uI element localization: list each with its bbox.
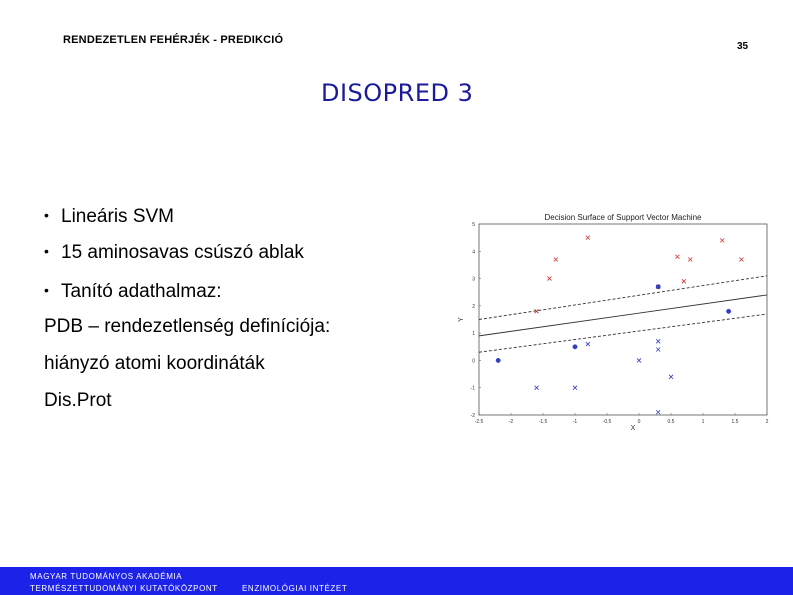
x-tick-label: 0.5 xyxy=(667,419,675,425)
bullet-item xyxy=(44,238,304,266)
footer-bar xyxy=(0,567,793,595)
y-tick-label: -1 xyxy=(470,385,475,392)
x-tick-label: 2 xyxy=(765,419,769,425)
bullet-dot-icon: • xyxy=(44,243,49,259)
body-line: hiányzó atomi koordináták xyxy=(44,353,265,374)
x-tick-label: 0 xyxy=(637,419,641,425)
slide-title: DISOPRED 3 xyxy=(321,79,474,107)
bullet-item xyxy=(44,202,174,230)
x-tick-label: -0.5 xyxy=(602,419,612,425)
y-tick-label: 0 xyxy=(472,358,475,365)
bullet-dot-icon: • xyxy=(44,207,49,223)
y-axis-label: Y xyxy=(458,317,465,322)
body-line: Dis.Prot xyxy=(44,390,112,411)
bullet-text: Lineáris SVM xyxy=(61,206,174,227)
x-tick-label: -1 xyxy=(572,419,578,425)
x-tick-label: 1 xyxy=(701,419,705,425)
x-tick-label: -2.5 xyxy=(474,419,484,425)
page-number: 35 xyxy=(737,41,749,52)
data-point-circle xyxy=(573,345,577,349)
y-tick-label: 2 xyxy=(472,303,475,310)
body-line: PDB – rendezetlenség definíciója: xyxy=(44,316,331,337)
bullet-item xyxy=(44,277,222,305)
y-tick-label: 4 xyxy=(472,249,475,256)
x-tick-label: 1.5 xyxy=(731,419,739,425)
footer-institution: MAGYAR TUDOMÁNYOS AKADÉMIA xyxy=(30,572,183,581)
header-title: RENDEZETLEN FEHÉRJÉK - PREDIKCIÓ xyxy=(63,34,284,46)
chart-title: Decision Surface of Support Vector Machine xyxy=(544,213,702,222)
y-tick-label: 1 xyxy=(472,331,475,338)
footer-center: TERMÉSZETTUDOMÁNYI KUTATÓKÖZPONT xyxy=(30,584,218,593)
footer-institute: ENZIMOLÓGIAI INTÉZET xyxy=(242,584,348,593)
y-tick-label: -2 xyxy=(470,413,475,419)
bullet-dot-icon: • xyxy=(44,282,49,298)
x-tick-label: -2 xyxy=(508,419,514,425)
y-tick-label: 5 xyxy=(472,222,475,228)
svm-plot-svg xyxy=(455,208,773,430)
x-axis-label: X xyxy=(630,425,636,430)
data-point-circle xyxy=(496,358,500,362)
bullet-text: Tanító adathalmaz: xyxy=(61,281,222,302)
data-point-circle xyxy=(726,309,730,313)
y-tick-label: 3 xyxy=(472,276,475,283)
bullet-text: 15 aminosavas csúszó ablak xyxy=(61,242,304,263)
svm-plot xyxy=(455,208,773,430)
x-tick-label: -1.5 xyxy=(538,419,548,425)
data-point-circle xyxy=(656,285,660,289)
